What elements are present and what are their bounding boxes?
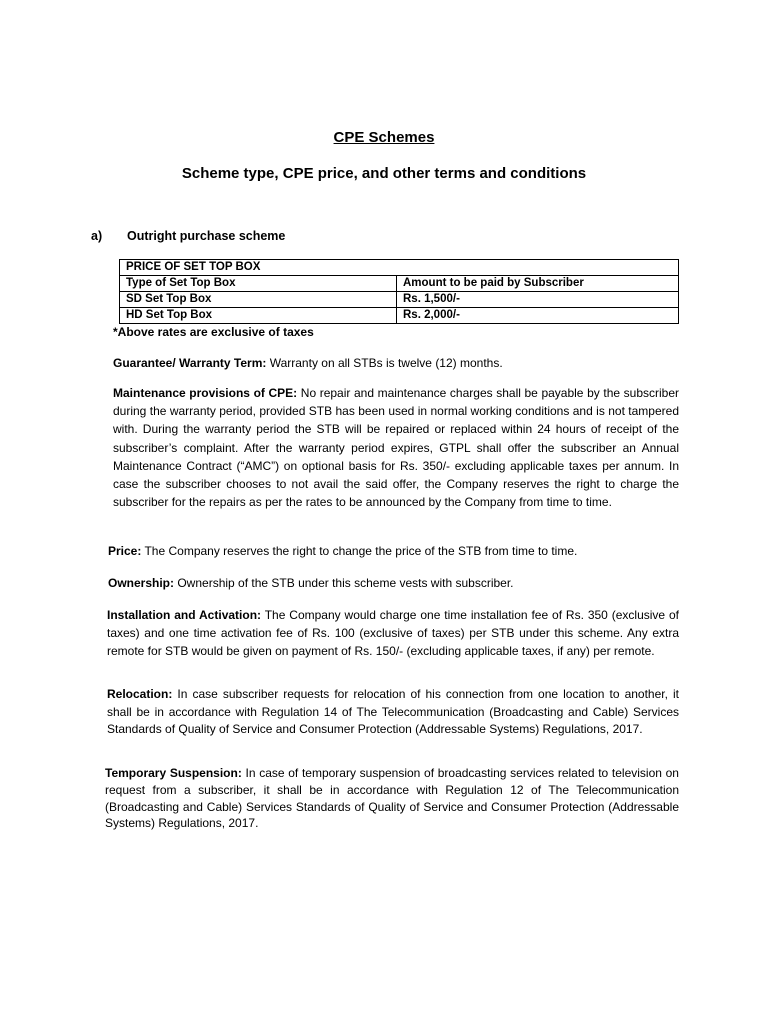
section-heading xyxy=(91,229,285,243)
term-label: Guarantee/ Warranty Term: xyxy=(113,356,267,370)
column-header: Amount to be paid by Subscriber xyxy=(397,276,679,292)
term-text: The Company would charge one time installation fee of Rs. 350 (exclusive of taxes) and one time activation fee of Rs. 100 (exclusive of taxes) per STB under this scheme. Any extra remote for STB would be given on payment of Rs. 150/- (excluding applicable taxes, if any) per remote. xyxy=(107,608,679,658)
table-row xyxy=(120,308,679,324)
table-caption-row xyxy=(120,260,679,276)
table-caption: PRICE OF SET TOP BOX xyxy=(120,260,679,276)
term-text: In case of temporary suspension of broadcasting services related to television on request from a subscriber, it shall be in accordance with Regulation 12 of The Telecommunication (Broadcasting and Cable) Services Standards of Quality of Service and Consumer Protection (Addressable Systems) Regulations, 2017. xyxy=(105,766,679,831)
table-cell: HD Set Top Box xyxy=(120,308,397,324)
price-table xyxy=(119,259,679,324)
table-header-row xyxy=(120,276,679,292)
term-label: Temporary Suspension: xyxy=(105,766,242,780)
page-subtitle: Scheme type, CPE price, and other terms and conditions xyxy=(181,165,587,182)
table-cell: SD Set Top Box xyxy=(120,292,397,308)
term-text: No repair and maintenance charges shall be payable by the subscriber during the warranty period, provided STB has been used in normal working conditions and is not tampered with. During the warranty period the STB will be repaired or replaced within 24 hours of receipt of the subscriber’s complaint. After the warranty period expires, GTPL shall offer the subscriber an Annual Maintenance Contract (“AMC”) on optional basis for Rs. 350/- excluding applicable taxes per annum. In case the subscriber chooses to not avail the said offer, the Company reserves the right to charge the subscriber for the repairs as per the rates to be announced by the Company from time to time. xyxy=(113,386,679,510)
term-text: Ownership of the STB under this scheme vests with subscriber. xyxy=(174,576,514,590)
term-label: Ownership: xyxy=(108,576,175,590)
maintenance-paragraph xyxy=(113,384,679,511)
table-cell: Rs. 1,500/- xyxy=(397,292,679,308)
column-header: Type of Set Top Box xyxy=(120,276,397,292)
section-title: Outright purchase scheme xyxy=(127,229,286,243)
installation-paragraph xyxy=(107,606,679,660)
guarantee-paragraph xyxy=(113,354,679,372)
relocation-paragraph xyxy=(107,686,679,739)
term-text: The Company reserves the right to change the price of the STB from time to time. xyxy=(141,544,578,558)
table-cell: Rs. 2,000/- xyxy=(397,308,679,324)
term-label: Relocation: xyxy=(107,687,173,701)
price-paragraph xyxy=(108,542,680,560)
term-label: Price: xyxy=(108,544,142,558)
section-letter: a) xyxy=(91,229,103,243)
term-label: Installation and Activation: xyxy=(107,608,262,622)
term-text: In case subscriber requests for relocation of his connection from one location to another, it shall be in accordance with Regulation 14 of The Telecommunication (Broadcasting and Cable) Services Standards of Quality of Service and Consumer Protection (Addressable Systems) Regulations, 2017. xyxy=(107,687,679,736)
term-text: Warranty on all STBs is twelve (12) months. xyxy=(266,356,503,370)
page-title: CPE Schemes xyxy=(333,129,435,146)
ownership-paragraph xyxy=(108,574,680,592)
term-label: Maintenance provisions of CPE: xyxy=(113,386,298,400)
table-row xyxy=(120,292,679,308)
suspension-paragraph xyxy=(105,765,679,832)
tax-note: *Above rates are exclusive of taxes xyxy=(113,325,314,339)
